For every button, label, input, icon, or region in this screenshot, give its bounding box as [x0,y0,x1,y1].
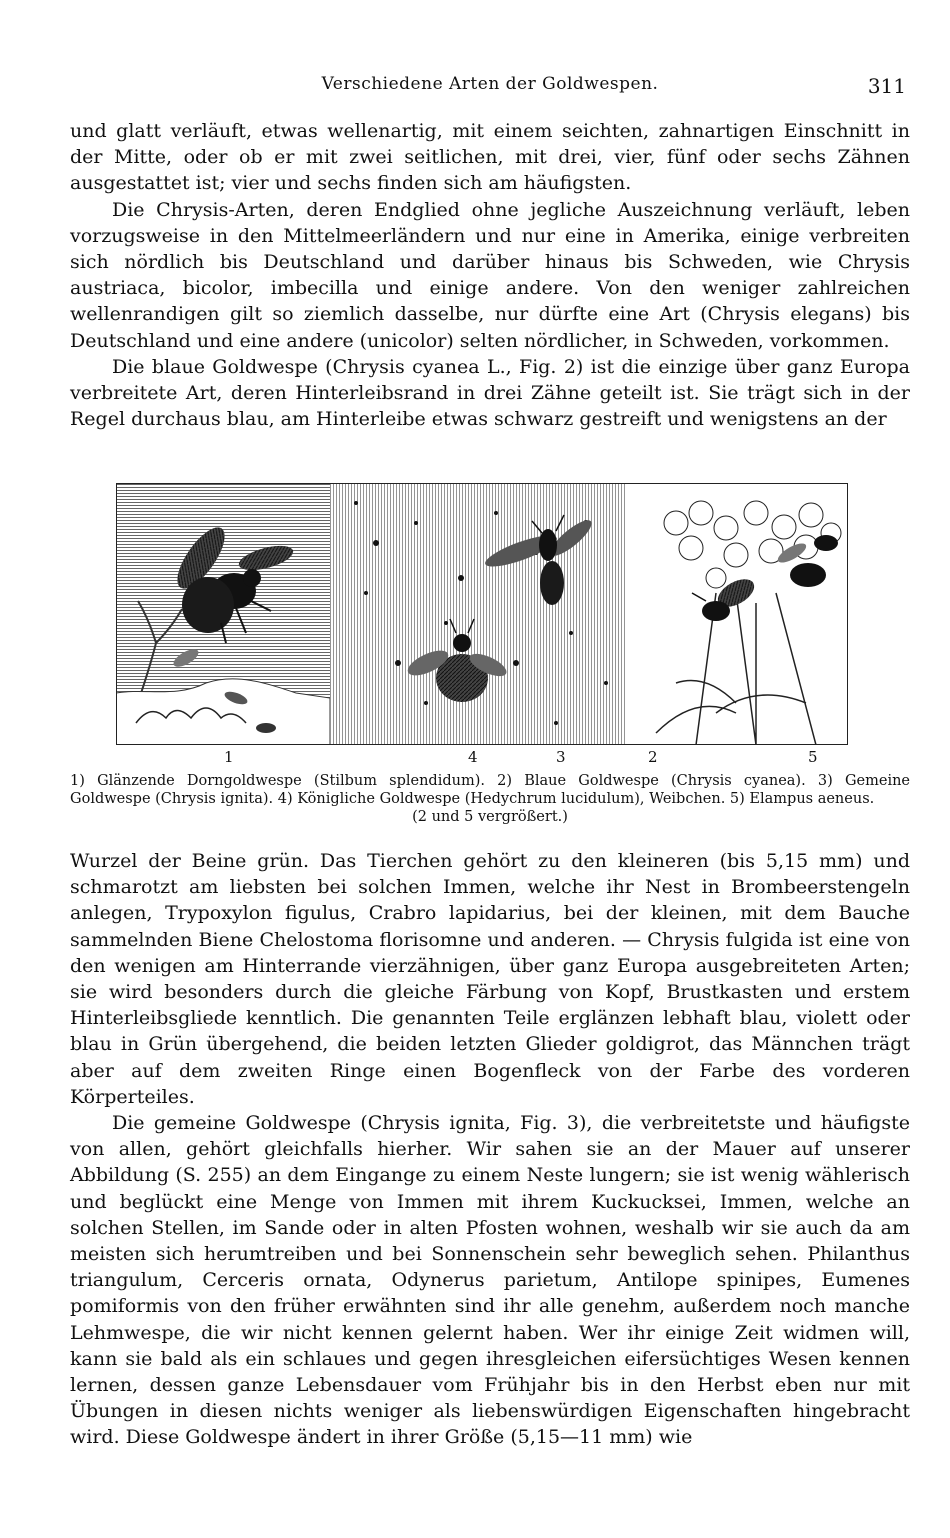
figure-number: 4 [468,748,478,766]
figure-number: 5 [808,748,818,766]
engraving-illustration [116,483,848,745]
figure-numbers [116,748,848,768]
running-header [70,74,910,102]
paragraph: Die blaue Goldwespe (Chrysis cyanea L., Fig. 2) ist die einzige über ganz Europa verbreitete Art, deren Hinterleibsrand in drei Zähne geteilt ist. Sie trägt sich in der Regel durchaus blau, am Hinterleibe etwas schwarz gestreift und wenigstens an der [70,355,910,431]
figure-number: 2 [648,748,658,766]
figure-caption [70,772,910,826]
paragraph: und glatt verläuft, etwas wellenartig, mit einem seichten, zahnartigen Einschnitt in der Mitte, oder ob er mit zwei seitlichen, mit drei, vier, fünf oder sechs Zähnen ausgestattet ist; vier und sechs finden sich am häufigsten. [70,120,910,195]
caption-text: 1) Glänzende Dorngoldwespe (Stilbum splendidum). 2) Blaue Goldwespe (Chrysis cyanea). 3) Gemeine Goldwespe (Chrysis ignita). 4) Königliche Goldwespe (Hedychrum lucidulum), Weibchen. 5) Elampus aeneus. [70,773,910,807]
top-text-block [70,118,910,432]
caption-note: (2 und 5 vergrößert.) [412,809,568,825]
paragraph: Die gemeine Goldwespe (Chrysis ignita, Fig. 3), die verbreitetste und häufigste von allen, gehört gleichfalls hierher. Wir sahen sie an der Mauer auf unserer Abbildung (S. 255) an dem Eingange zu einem Neste lungern; sie ist wenig wählerisch und beglückt eine Menge von Immen mit ihrem Kuckucksei, Immen, welche an solchen Stellen, im Sande oder in alten Pfosten wohnen, weshalb wir sie auch da am meisten sich herumtreiben und bei Sonnenschein sehr beweglich sehen. Philanthus triangulum, Cerceris ornata, Odynerus parietum, Antilope spinipes, Eumenes pomiformis von den früher erwähnten sind ihr alle genehm, außerdem noch manche Lehmwespe, die wir nicht kennen gelernt haben. Wer ihr einige Zeit widmen will, kann sie bald als ein schlaues und gegen ihresgleichen eifersüchtiges Wesen kennen lernen, dessen ganze Lebensdauer vom Frühjahr bis in den Herbst eben nur mit Übungen in diesen nichts weniger als liebenswürdigen Eigenschaften hingebracht wird. Diese Goldwespe ändert in ihrer Größe (5,15—11 mm) wie [70,1112,910,1449]
goldwasp-engraving [116,483,848,745]
paragraph: Die Chrysis-Arten, deren Endglied ohne jegliche Auszeichnung verläuft, leben vorzugsweise in den Mittelmeerländern und nur eine in Amerika, einige verbreiten sich nördlich bis Deutschland und darüber hinaus bis Schweden, wie Chrysis austriaca, bicolor, imbecilla und einige andere. Von den weniger zahlreichen wellenrandigen gilt so ziemlich dasselbe, nur dürfte eine Art (Chrysis elegans) bis Deutschland und eine andere (unicolor) selten nördlicher, in Schweden, vorkommen. [70,198,910,352]
bottom-text-block [70,848,910,1451]
running-title: Verschiedene Arten der Goldwespen. [321,74,659,94]
page-number: 311 [867,74,906,98]
figure-number: 3 [556,748,566,766]
paragraph: Wurzel der Beine grün. Das Tierchen gehört zu den kleineren (bis 5,15 mm) und schmarotzt am liebsten bei solchen Immen, welche ihr Nest in Brombeerstengeln anlegen, Trypoxylon figulus, Crabro lapidarius, bei der kleinen, mit dem Bauche sammelnden Biene Chelostoma florisomne und anderen. — Chrysis fulgida ist eine von den wenigen am Hinterrande vierzähnigen, über ganz Europa ausgebreiteten Arten; sie wird besonders durch die gleiche Färbung von Kopf, Brustkasten und erstem Hinterleibsgliede kenntlich. Die genannten Teile erglänzen lebhaft blau, violett oder blau in Grün übergehend, die beiden letzten Glieder goldigrot, das Männchen trägt aber auf dem zweiten Ringe einen Bogenfleck von der Farbe des vorderen Körperteiles. [70,850,910,1108]
figure-number: 1 [224,748,234,766]
